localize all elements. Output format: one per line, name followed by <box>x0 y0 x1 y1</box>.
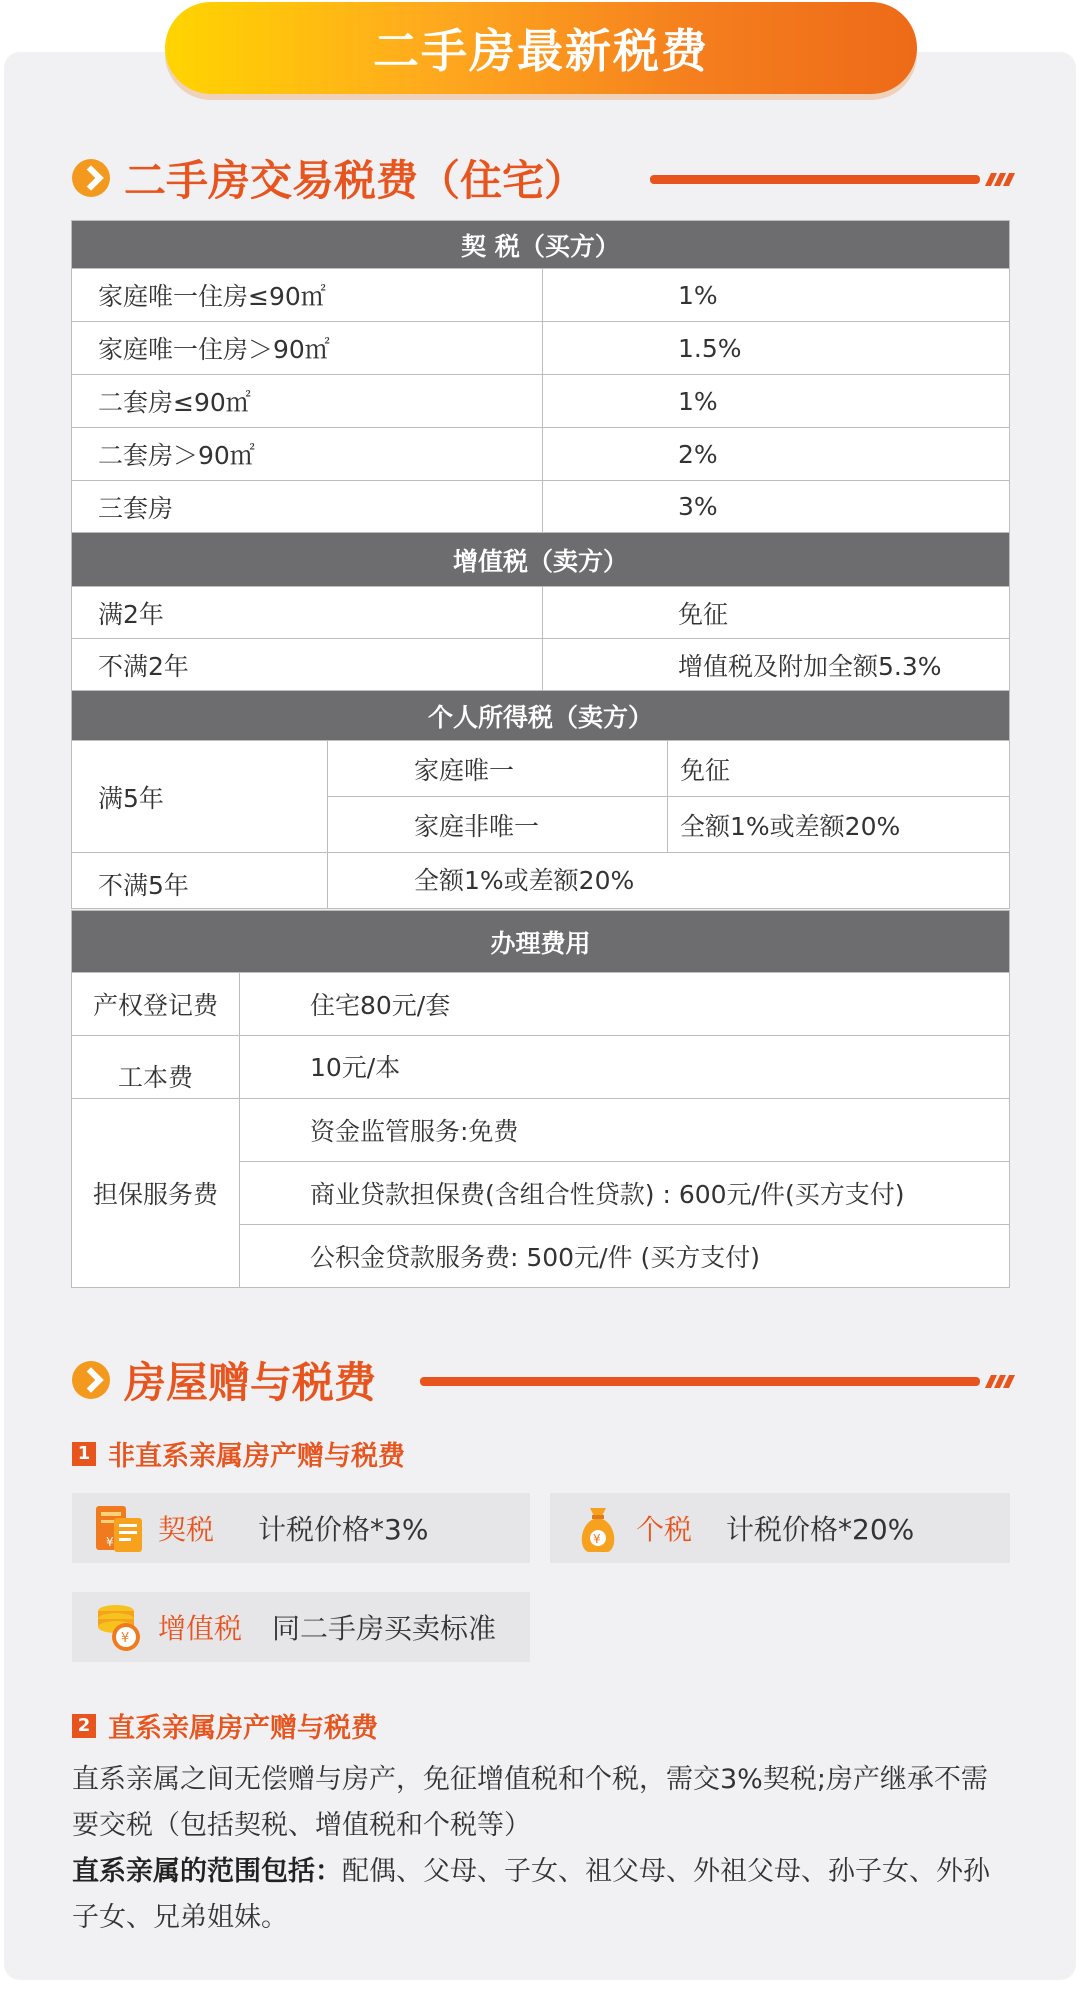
only-home-label: 家庭唯一 <box>328 741 668 797</box>
under-5-years-value: 全额1%或差额20% <box>328 853 1010 909</box>
gift-tax-name: 增值税 <box>158 1612 243 1645</box>
fees-table <box>71 910 1010 1288</box>
section-title-gift: 房屋赠与税费 <box>124 1358 377 1407</box>
row-label: 满2年 <box>72 587 543 639</box>
gift-tax-card-vat <box>72 1592 530 1662</box>
row-value: 增值税及附加全额5.3% <box>543 639 1010 691</box>
row-label: 家庭唯一住房＞90㎡ <box>72 322 543 375</box>
guarantee-fee-label: 担保服务费 <box>72 1099 240 1288</box>
row-label: 家庭唯一住房≤90㎡ <box>72 269 543 322</box>
svg-text:¥: ¥ <box>593 1532 601 1546</box>
row-label: 二套房≤90㎡ <box>72 375 543 428</box>
under-5-years-label: 不满5年 <box>72 853 328 909</box>
only-home-value: 免征 <box>668 741 1010 797</box>
registration-fee-value: 住宅80元/套 <box>240 973 1010 1036</box>
income-tax-table <box>71 690 1010 909</box>
subsection-title: 直系亲属房产赠与税费 <box>108 1713 378 1744</box>
non-only-home-label: 家庭非唯一 <box>328 797 668 853</box>
table-row <box>72 428 1010 481</box>
row-label: 三套房 <box>72 481 543 533</box>
chevron-right-icon <box>72 1361 110 1399</box>
deed-vat-table <box>71 220 1010 691</box>
table-row <box>72 481 1010 533</box>
gift-tax-name: 个税 <box>636 1513 693 1546</box>
row-value: 3% <box>543 481 1010 533</box>
table-row <box>72 587 1010 639</box>
paragraph-line: 子女、兄弟姐妹。 <box>72 1902 288 1933</box>
book-fee-label: 工本费 <box>72 1036 240 1099</box>
section-title-resale: 二手房交易税费（住宅） <box>124 156 587 205</box>
coins-icon <box>92 1599 148 1655</box>
registration-fee-label: 产权登记费 <box>72 973 240 1036</box>
deed-tax-header: 契 税（买方） <box>72 221 1010 269</box>
number-badge: 2 <box>72 1714 96 1738</box>
paragraph-line: 直系亲属之间无偿赠与房产，免征增值税和个税，需交3%契税;房产继承不需 <box>72 1764 988 1795</box>
table-row <box>72 853 1010 909</box>
gift-tax-value: 同二手房买卖标准 <box>272 1612 497 1645</box>
book-fee-value: 10元/本 <box>240 1036 1010 1099</box>
guarantee-fee-value: 商业贷款担保费(含组合性贷款) : 600元/件(买方支付) <box>240 1162 1010 1225</box>
non-only-home-value: 全额1%或差额20% <box>668 797 1010 853</box>
gift-tax-value: 计税价格*20% <box>726 1513 915 1546</box>
section-divider-line <box>420 1377 980 1386</box>
document-tax-icon <box>92 1500 148 1556</box>
over-5-years-label: 满5年 <box>72 741 328 853</box>
paragraph-line <box>72 1849 1012 1895</box>
table-row <box>72 973 1010 1036</box>
row-value: 1% <box>543 269 1010 322</box>
row-value: 1% <box>543 375 1010 428</box>
table-header-row <box>72 533 1010 587</box>
page-title: 二手房最新税费 <box>373 24 709 78</box>
table-row <box>72 1036 1010 1099</box>
table-header-row <box>72 221 1010 269</box>
income-tax-header: 个人所得税（卖方） <box>72 691 1010 741</box>
table-header-row <box>72 911 1010 973</box>
svg-text:¥: ¥ <box>121 1631 130 1646</box>
table-header-row <box>72 691 1010 741</box>
table-row <box>72 639 1010 691</box>
table-row <box>72 741 1010 797</box>
table-row <box>72 375 1010 428</box>
svg-text:¥: ¥ <box>106 1535 114 1549</box>
table-row <box>72 269 1010 322</box>
row-value: 2% <box>543 428 1010 481</box>
section-header-gift <box>72 1350 376 1410</box>
subsection-title: 非直系亲属房产赠与税费 <box>108 1441 405 1472</box>
gift-tax-value: 计税价格*3% <box>258 1513 429 1546</box>
guarantee-fee-value: 公积金贷款服务费: 500元/件 (买方支付) <box>240 1225 1010 1288</box>
row-label: 不满2年 <box>72 639 543 691</box>
vat-header: 增值税（卖方） <box>72 533 1010 587</box>
row-value: 1.5% <box>543 322 1010 375</box>
subsection-header-non-direct <box>72 1434 405 1473</box>
section-divider-line <box>650 175 980 184</box>
row-value: 免征 <box>543 587 1010 639</box>
gift-tax-card-deed <box>72 1493 530 1563</box>
section-header-resale <box>72 148 586 208</box>
fees-header: 办理费用 <box>72 911 1010 973</box>
gift-tax-card-income <box>550 1493 1010 1563</box>
page-title-banner <box>165 2 917 94</box>
scope-label: 直系亲属的范围包括： <box>72 1856 342 1887</box>
table-row <box>72 1099 1010 1162</box>
number-badge: 1 <box>72 1442 96 1466</box>
table-row <box>72 322 1010 375</box>
scope-text: 配偶、父母、子女、祖父母、外祖父母、孙子女、外孙 <box>342 1856 990 1887</box>
money-bag-icon <box>570 1500 626 1556</box>
subsection-header-direct <box>72 1706 378 1745</box>
direct-relative-description <box>72 1757 1012 1941</box>
row-label: 二套房＞90㎡ <box>72 428 543 481</box>
guarantee-fee-value: 资金监管服务:免费 <box>240 1099 1010 1162</box>
gift-tax-name: 契税 <box>158 1513 215 1546</box>
chevron-right-icon <box>72 159 110 197</box>
paragraph-line: 要交税（包括契税、增值税和个税等） <box>72 1810 531 1841</box>
